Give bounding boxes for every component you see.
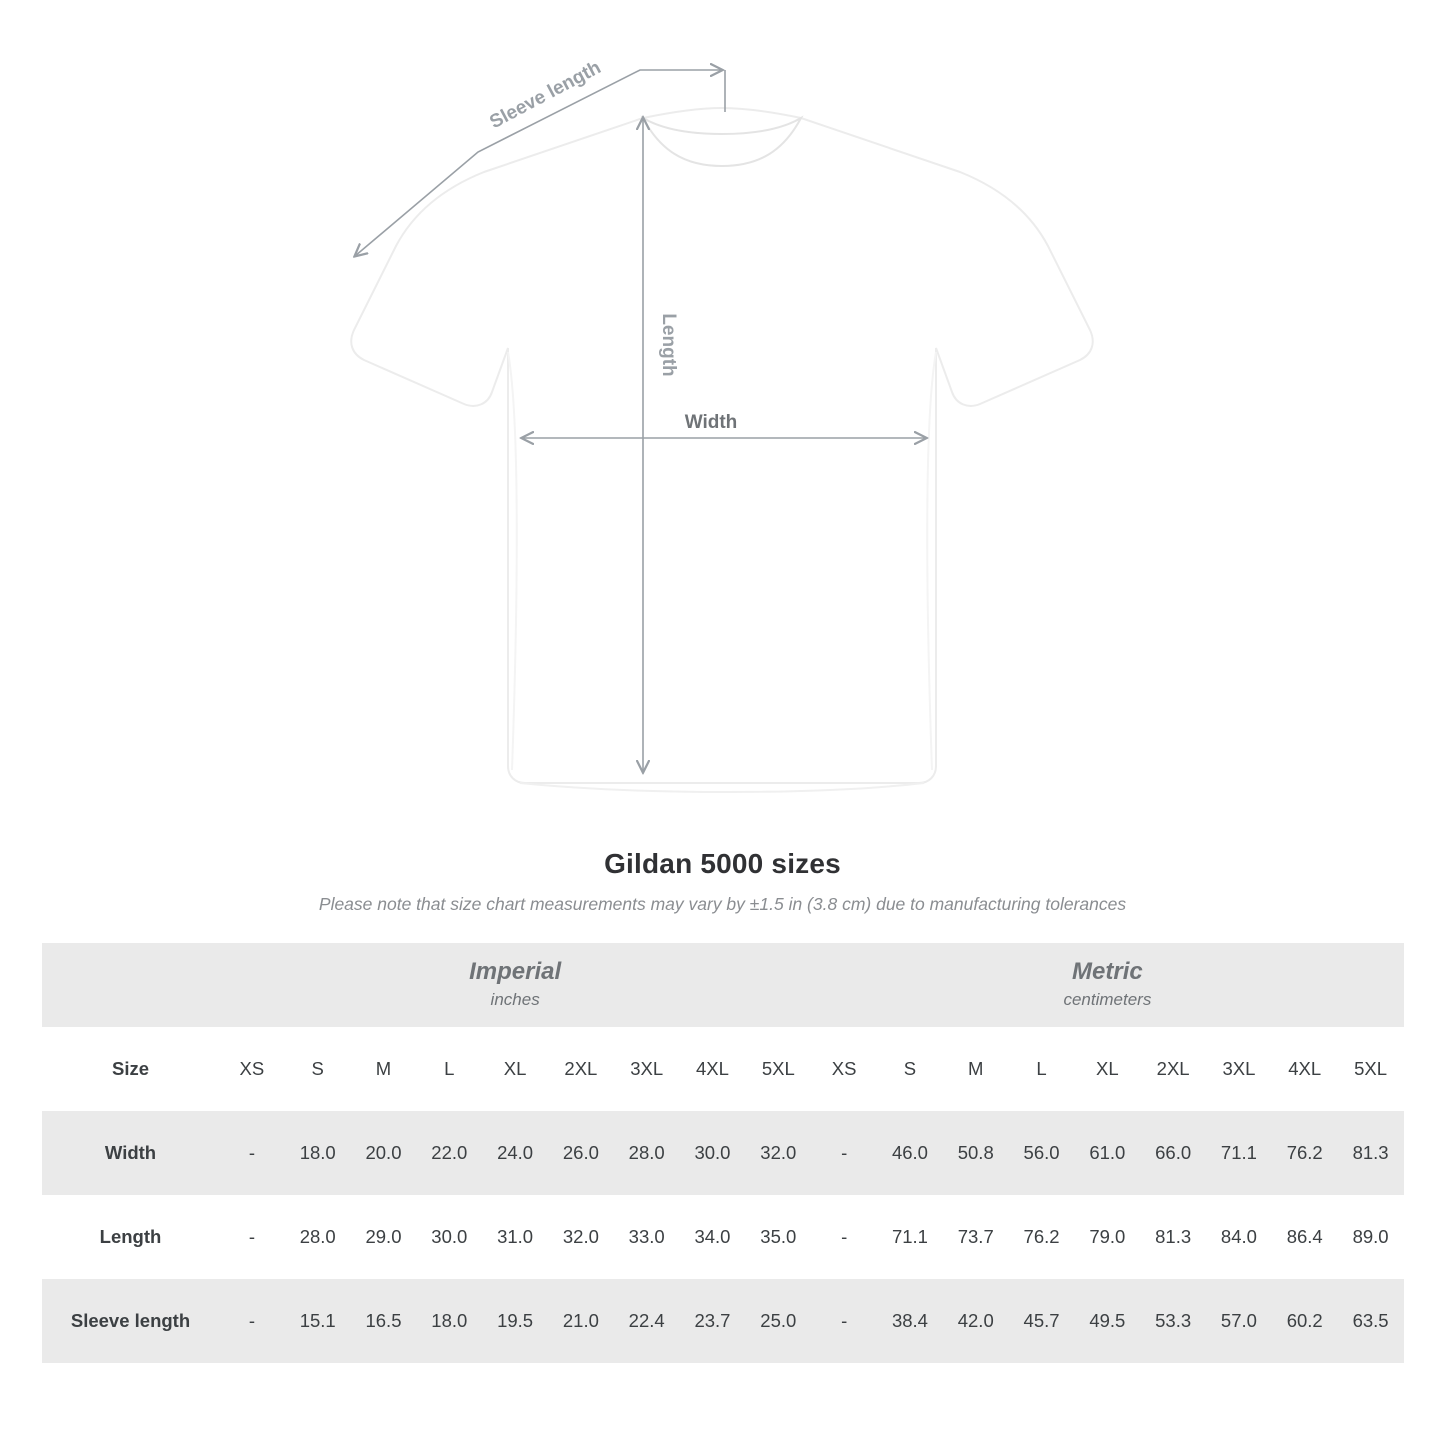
width-imperial-l: 22.0	[416, 1111, 482, 1195]
size-header-metric-l: L	[1009, 1027, 1075, 1111]
size-header-imperial-5xl: 5XL	[745, 1027, 811, 1111]
table-row-width	[42, 1111, 1404, 1195]
size-header-metric-xl: XL	[1074, 1027, 1140, 1111]
unit-group-metric-sub: centimeters	[1063, 990, 1152, 1010]
sleeve-metric-4xl: 60.2	[1272, 1279, 1338, 1363]
size-header-imperial-s: S	[285, 1027, 351, 1111]
length-imperial-3xl: 33.0	[614, 1195, 680, 1279]
size-header-metric-4xl: 4XL	[1272, 1027, 1338, 1111]
sleeve-metric-2xl: 53.3	[1140, 1279, 1206, 1363]
size-header-label: Size	[42, 1027, 219, 1111]
sleeve-imperial-3xl: 22.4	[614, 1279, 680, 1363]
length-imperial-5xl: 35.0	[745, 1195, 811, 1279]
width-metric-xs: -	[811, 1111, 877, 1195]
page-title: Gildan 5000 sizes	[604, 848, 841, 879]
length-imperial-2xl: 32.0	[548, 1195, 614, 1279]
sleeve-imperial-m: 16.5	[351, 1279, 417, 1363]
length-label: Length	[658, 313, 679, 377]
size-table-container	[42, 943, 1403, 1363]
length-metric-2xl: 81.3	[1140, 1195, 1206, 1279]
length-imperial-xs: -	[219, 1195, 285, 1279]
size-table	[42, 943, 1404, 1363]
sleeve-metric-5xl: 63.5	[1338, 1279, 1404, 1363]
sleeve-imperial-s: 15.1	[285, 1279, 351, 1363]
size-header-imperial-4xl: 4XL	[680, 1027, 746, 1111]
length-imperial-xl: 31.0	[482, 1195, 548, 1279]
unit-spacer	[42, 943, 219, 1027]
unit-group-imperial-name: Imperial	[469, 958, 562, 986]
size-header-row	[42, 1027, 1404, 1111]
width-metric-4xl: 76.2	[1272, 1111, 1338, 1195]
sleeve-imperial-2xl: 21.0	[548, 1279, 614, 1363]
width-imperial-s: 18.0	[285, 1111, 351, 1195]
size-header-metric-3xl: 3XL	[1206, 1027, 1272, 1111]
sleeve-imperial-xs: -	[219, 1279, 285, 1363]
sleeve-metric-l: 45.7	[1009, 1279, 1075, 1363]
length-metric-3xl: 84.0	[1206, 1195, 1272, 1279]
width-metric-l: 56.0	[1009, 1111, 1075, 1195]
row-label-length: Length	[42, 1195, 219, 1279]
length-metric-5xl: 89.0	[1338, 1195, 1404, 1279]
size-header-metric-m: M	[943, 1027, 1009, 1111]
length-metric-4xl: 86.4	[1272, 1195, 1338, 1279]
size-header-imperial-l: L	[416, 1027, 482, 1111]
length-metric-m: 73.7	[943, 1195, 1009, 1279]
sleeve-metric-m: 42.0	[943, 1279, 1009, 1363]
length-imperial-s: 28.0	[285, 1195, 351, 1279]
width-metric-3xl: 71.1	[1206, 1111, 1272, 1195]
tshirt-shape	[351, 108, 1093, 792]
size-header-imperial-3xl: 3XL	[614, 1027, 680, 1111]
size-header-metric-xs: XS	[811, 1027, 877, 1111]
unit-group-metric	[811, 943, 1403, 1027]
size-header-metric-5xl: 5XL	[1338, 1027, 1404, 1111]
length-metric-s: 71.1	[877, 1195, 943, 1279]
length-metric-xs: -	[811, 1195, 877, 1279]
size-header-imperial-m: M	[351, 1027, 417, 1111]
width-metric-s: 46.0	[877, 1111, 943, 1195]
measurement-note: Please note that size chart measurements may vary by ±1.5 in (3.8 cm) due to manufacturing tolerances	[318, 894, 1127, 914]
width-imperial-2xl: 26.0	[548, 1111, 614, 1195]
width-imperial-4xl: 30.0	[680, 1111, 746, 1195]
width-metric-2xl: 66.0	[1140, 1111, 1206, 1195]
sleeve-metric-s: 38.4	[877, 1279, 943, 1363]
width-imperial-5xl: 32.0	[745, 1111, 811, 1195]
sleeve-metric-xl: 49.5	[1074, 1279, 1140, 1363]
size-header-metric-2xl: 2XL	[1140, 1027, 1206, 1111]
unit-group-imperial-sub: inches	[490, 990, 540, 1010]
width-metric-5xl: 81.3	[1338, 1111, 1404, 1195]
table-row-length	[42, 1195, 1404, 1279]
row-label-width: Width	[42, 1111, 219, 1195]
width-label: Width	[684, 412, 738, 433]
size-header-imperial-xs: XS	[219, 1027, 285, 1111]
length-metric-l: 76.2	[1009, 1195, 1075, 1279]
length-imperial-4xl: 34.0	[680, 1195, 746, 1279]
width-imperial-xl: 24.0	[482, 1111, 548, 1195]
sleeve-imperial-xl: 19.5	[482, 1279, 548, 1363]
size-header-imperial-2xl: 2XL	[548, 1027, 614, 1111]
unit-group-metric-name: Metric	[1072, 958, 1143, 986]
sleeve-imperial-5xl: 25.0	[745, 1279, 811, 1363]
width-imperial-3xl: 28.0	[614, 1111, 680, 1195]
size-header-imperial-xl: XL	[482, 1027, 548, 1111]
width-imperial-xs: -	[219, 1111, 285, 1195]
length-imperial-m: 29.0	[351, 1195, 417, 1279]
width-metric-xl: 61.0	[1074, 1111, 1140, 1195]
sleeve-imperial-4xl: 23.7	[680, 1279, 746, 1363]
size-header-metric-s: S	[877, 1027, 943, 1111]
row-label-sleeve-length: Sleeve length	[42, 1279, 219, 1363]
width-imperial-m: 20.0	[351, 1111, 417, 1195]
table-row-sleeve-length	[42, 1279, 1404, 1363]
sleeve-length-label: Sleeve length	[486, 57, 605, 134]
unit-group-imperial	[219, 943, 811, 1027]
unit-header-row	[42, 943, 1404, 1027]
length-metric-xl: 79.0	[1074, 1195, 1140, 1279]
width-metric-m: 50.8	[943, 1111, 1009, 1195]
sleeve-metric-xs: -	[811, 1279, 877, 1363]
length-imperial-l: 30.0	[416, 1195, 482, 1279]
sleeve-imperial-l: 18.0	[416, 1279, 482, 1363]
sleeve-metric-3xl: 57.0	[1206, 1279, 1272, 1363]
